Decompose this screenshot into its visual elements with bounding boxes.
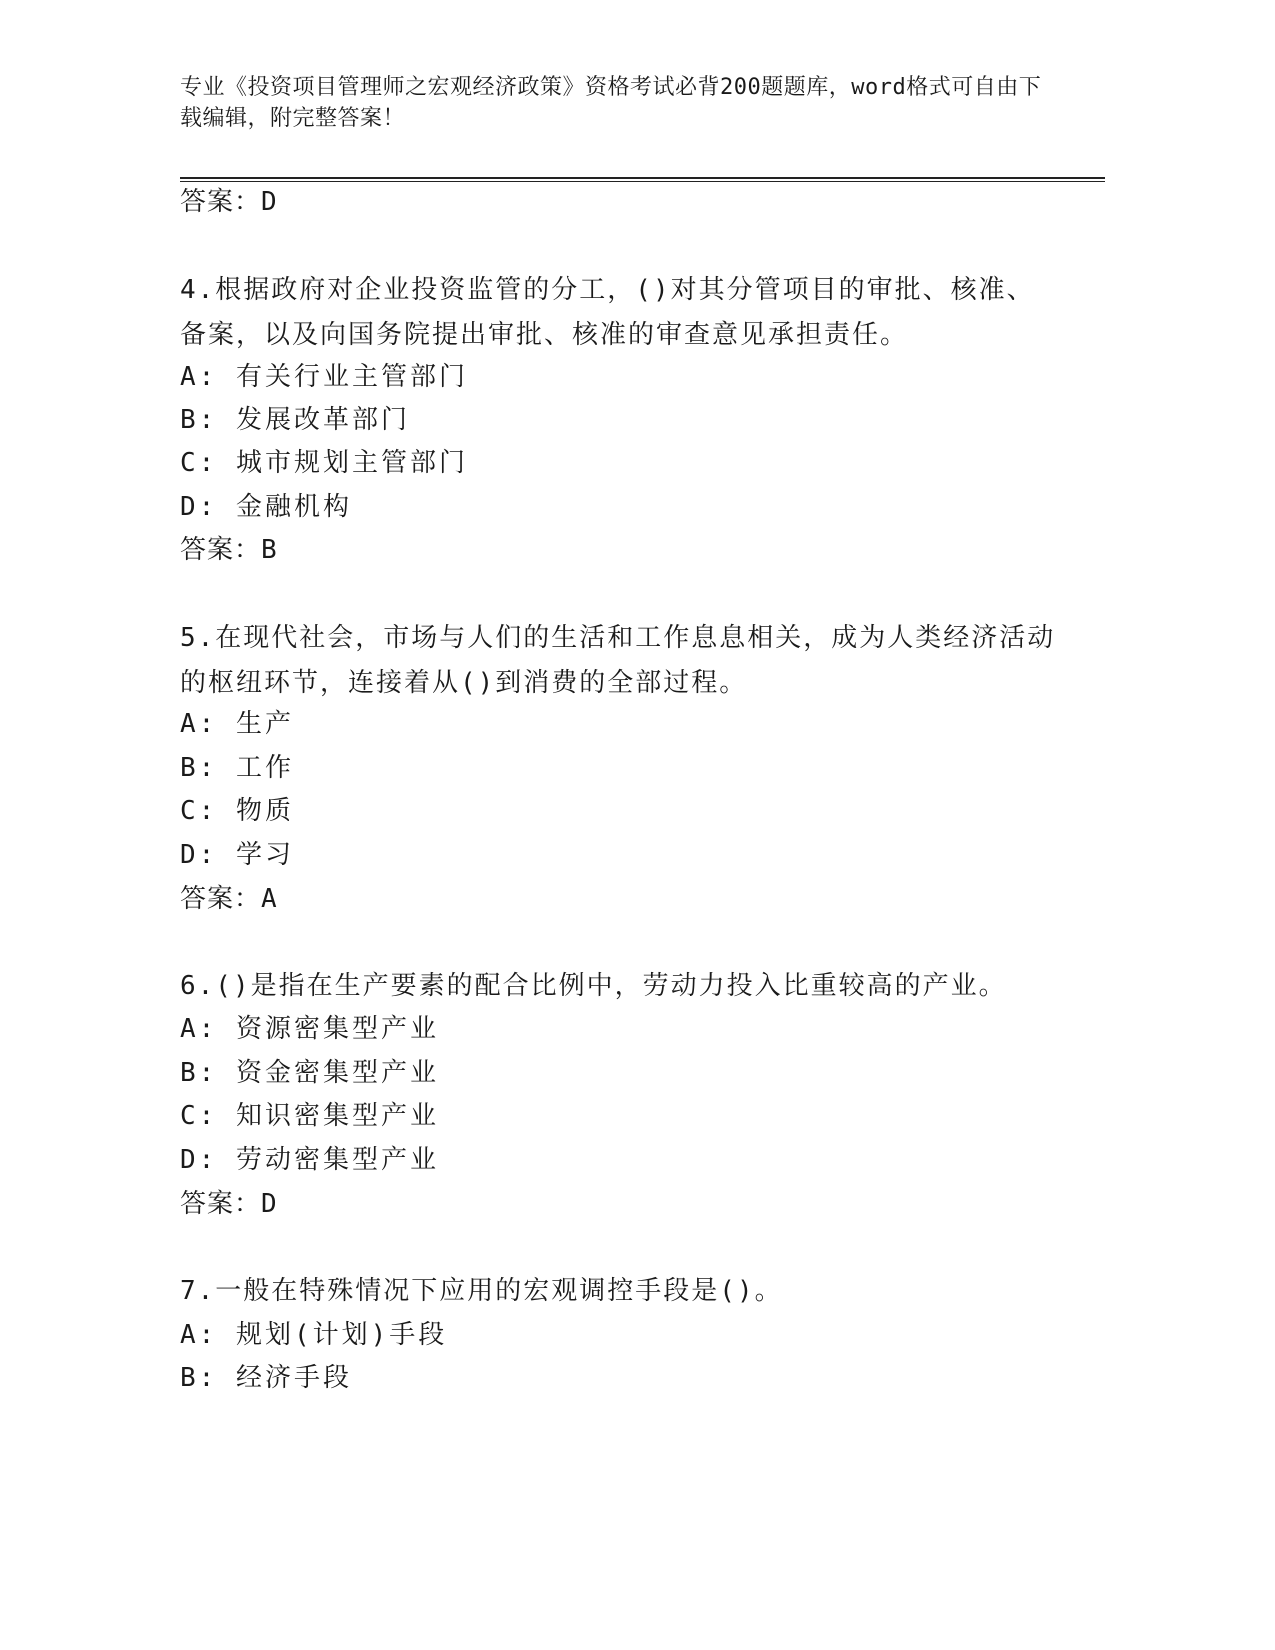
question-4-option-b: B: 发展改革部门 (180, 405, 410, 435)
question-4-option-c: C: 城市规划主管部门 (180, 448, 468, 478)
question-6-option-c: C: 知识密集型产业 (180, 1101, 439, 1131)
header-divider (180, 177, 1105, 182)
answer-label: 答案： (180, 187, 262, 217)
answer-value: D (261, 187, 278, 217)
document-header: 专业《投资项目管理师之宏观经济政策》资格考试必背200题题库，word格式可自由下载编辑，附完整答案！ (180, 75, 1042, 131)
answer-label: 答案： (180, 884, 262, 914)
answer-label: 答案： (180, 535, 262, 565)
question-4-text: 4.根据政府对企业投资监管的分工，()对其分管项目的审批、核准、备案，以及向国务院提出审批、核准的审查意见承担责任。 (180, 275, 1035, 350)
question-6-option-b: B: 资金密集型产业 (180, 1058, 439, 1088)
answer-value: A (261, 884, 278, 914)
question-5-option-b: B: 工作 (180, 753, 294, 783)
question-7-text: 7.一般在特殊情况下应用的宏观调控手段是()。 (180, 1276, 783, 1306)
question-6-option-d: D: 劳动密集型产业 (180, 1145, 439, 1175)
answer-value: B (261, 535, 278, 565)
question-6-answer (180, 1187, 278, 1221)
answer-value: D (261, 1189, 278, 1219)
question-7-option-b: B: 经济手段 (180, 1363, 352, 1393)
question-5-option-c: C: 物质 (180, 796, 294, 826)
question-4-option-d: D: 金融机构 (180, 492, 352, 522)
answer-label: 答案： (180, 1189, 262, 1219)
question-7-option-a: A: 规划(计划)手段 (180, 1320, 448, 1350)
question-5-option-d: D: 学习 (180, 840, 294, 870)
question-6-text: 6.()是指在生产要素的配合比例中，劳动力投入比重较高的产业。 (180, 971, 1007, 1001)
question-4-option-a: A: 有关行业主管部门 (180, 362, 468, 392)
question-5-text: 5.在现代社会，市场与人们的生活和工作息息相关，成为人类经济活动的枢纽环节，连接着从()到消费的全部过程。 (180, 623, 1056, 698)
question-6-option-a: A: 资源密集型产业 (180, 1014, 439, 1044)
answer-line (180, 185, 278, 219)
question-5-answer (180, 882, 278, 916)
question-4-answer (180, 533, 278, 567)
question-5-option-a: A: 生产 (180, 709, 294, 739)
